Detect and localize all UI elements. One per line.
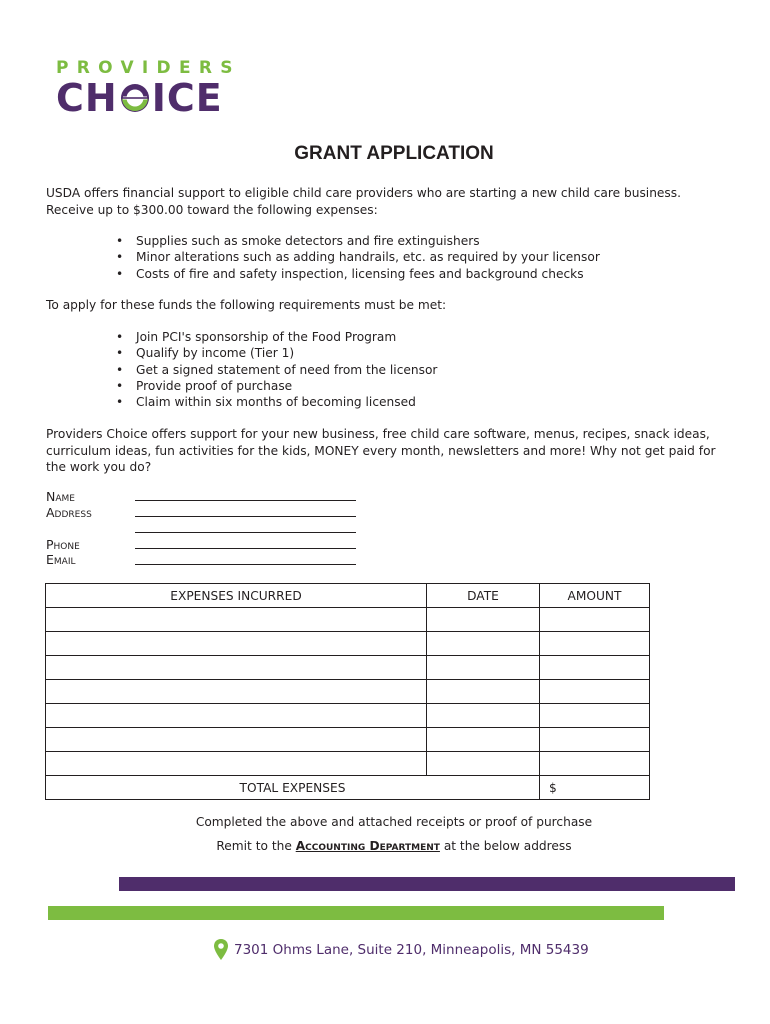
logo-bottom-right: ICE xyxy=(151,76,223,120)
logo-bottom-left: CH xyxy=(56,76,118,120)
intro-line-1: USDA offers financial support to eligible child care providers who are starting a new child care business. xyxy=(46,186,681,200)
date-cell[interactable] xyxy=(427,656,540,680)
green-divider-bar xyxy=(48,906,664,920)
table-row xyxy=(46,608,650,632)
amount-cell[interactable] xyxy=(540,752,650,776)
amount-cell[interactable] xyxy=(540,608,650,632)
logo-top-word: PROVIDERS xyxy=(56,58,241,78)
list-item: • Costs of fire and safety inspection, licensing fees and background checks xyxy=(116,266,600,282)
expense-cell[interactable] xyxy=(46,656,427,680)
table-row xyxy=(46,632,650,656)
list-item: • Claim within six months of becoming licensed xyxy=(116,394,437,410)
table-row xyxy=(46,704,650,728)
header-date: DATE xyxy=(427,584,540,608)
amount-cell[interactable] xyxy=(540,680,650,704)
header-amount: AMOUNT xyxy=(540,584,650,608)
footer-address: 7301 Ohms Lane, Suite 210, Minneapolis, MN 55439 xyxy=(234,942,589,958)
date-cell[interactable] xyxy=(427,608,540,632)
total-row xyxy=(46,776,650,800)
date-cell[interactable] xyxy=(427,752,540,776)
requirements-list xyxy=(116,329,437,410)
plate-fork-icon xyxy=(119,82,151,114)
intro-line-2: Receive up to $300.00 toward the following expenses: xyxy=(46,202,378,217)
amount-cell[interactable] xyxy=(540,632,650,656)
purple-divider-bar xyxy=(119,877,735,891)
amount-cell[interactable] xyxy=(540,728,650,752)
list-item: • Supplies such as smoke detectors and fire extinguishers xyxy=(116,233,600,249)
amount-cell[interactable] xyxy=(540,704,650,728)
expense-bullet-list xyxy=(116,233,600,282)
completed-instruction: Completed the above and attached receipts or proof of purchase xyxy=(195,815,593,829)
expense-cell[interactable] xyxy=(46,680,427,704)
table-row xyxy=(46,680,650,704)
name-label: Name xyxy=(46,489,75,504)
phone-label: Phone xyxy=(46,537,80,552)
accounting-department: Accounting Department xyxy=(295,839,440,853)
logo-bottom-word xyxy=(56,78,246,118)
address-row xyxy=(213,938,589,962)
table-header-row xyxy=(46,584,650,608)
address-field-line-2[interactable] xyxy=(135,532,356,533)
location-pin-icon xyxy=(213,938,229,962)
list-item: • Provide proof of purchase xyxy=(116,378,437,394)
expense-cell[interactable] xyxy=(46,704,427,728)
intro-paragraph xyxy=(46,185,736,218)
page-title: GRANT APPLICATION xyxy=(294,143,494,164)
date-cell[interactable] xyxy=(427,680,540,704)
list-item: • Qualify by income (Tier 1) xyxy=(116,345,437,361)
name-field[interactable] xyxy=(135,500,356,501)
date-cell[interactable] xyxy=(427,728,540,752)
list-item: • Get a signed statement of need from the licensor xyxy=(116,362,437,378)
total-amount-cell[interactable]: $ xyxy=(540,776,650,800)
date-cell[interactable] xyxy=(427,704,540,728)
total-expenses-label: TOTAL EXPENSES xyxy=(46,776,540,800)
providers-choice-logo xyxy=(56,58,246,124)
email-field[interactable] xyxy=(135,564,356,565)
expense-cell[interactable] xyxy=(46,728,427,752)
amount-cell[interactable] xyxy=(540,656,650,680)
remit-instruction xyxy=(0,839,770,853)
requirements-intro: To apply for these funds the following requirements must be met: xyxy=(46,298,447,312)
expenses-table xyxy=(45,583,650,800)
expense-cell[interactable] xyxy=(46,608,427,632)
remit-suffix: at the below address xyxy=(443,839,572,853)
support-paragraph: Providers Choice offers support for your new business, free child care software, menus, recipes, snack ideas, curriculum ideas, fun activities for the kids, MONEY every month, newsletters and more! Why not get paid for the work you do? xyxy=(46,427,716,474)
phone-field[interactable] xyxy=(135,548,356,549)
remit-prefix: Remit to the xyxy=(216,839,292,853)
header-expenses: EXPENSES INCURRED xyxy=(46,584,427,608)
list-item: • Minor alterations such as adding handrails, etc. as required by your licensor xyxy=(116,249,600,265)
address-label: Address xyxy=(46,505,92,520)
table-row xyxy=(46,728,650,752)
date-cell[interactable] xyxy=(427,632,540,656)
email-label: Email xyxy=(46,552,76,567)
expense-cell[interactable] xyxy=(46,752,427,776)
address-field-line-1[interactable] xyxy=(135,516,356,517)
table-row xyxy=(46,656,650,680)
expense-cell[interactable] xyxy=(46,632,427,656)
table-row xyxy=(46,752,650,776)
list-item: • Join PCI's sponsorship of the Food Program xyxy=(116,329,437,345)
